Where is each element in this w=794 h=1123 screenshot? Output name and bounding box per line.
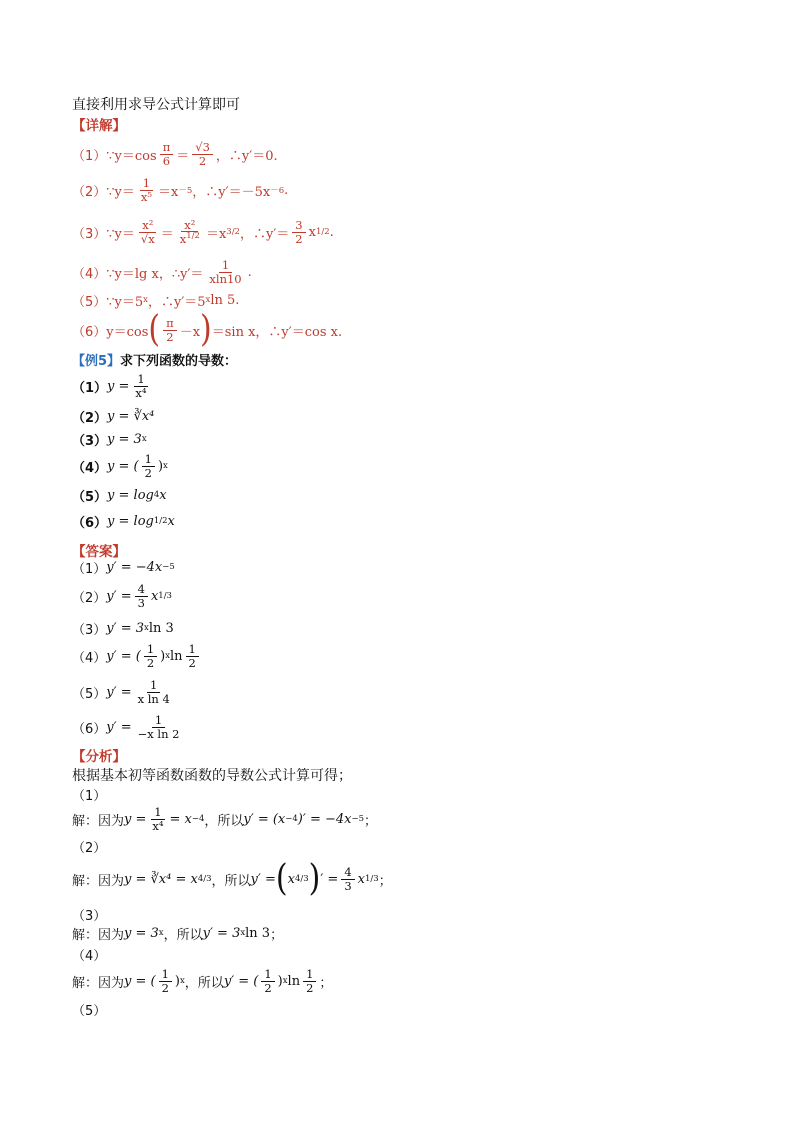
example-item-4: （4） y = ( $\frac{1}{2}$ ) x	[72, 452, 168, 480]
analysis-solution-4: 解：因为 y = ( $\frac{1}{2}$ ) x ，所以 y′ = ( $\frac{1}{2}$ ) x ln $\frac{1}{2}$ ；	[72, 967, 333, 995]
analysis-part-1-label: （1）	[72, 789, 107, 804]
intro-line: 直接利用求导公式计算即可	[72, 97, 240, 113]
analysis-solution-1: 解：因为 y = $\frac{1}{\text{x⁴}}$ = x −4 ，所以 y′ = (x −4 )′ = −4x −5 ；	[72, 805, 378, 833]
analysis-solution-3: 解：因为 y = 3 x ，所以 y′ = 3 x ln 3 ；	[72, 925, 284, 943]
detail-line-6: （6） y＝cos ( $\frac{\pi}{2}$ －x ) ＝sin x，∴y′＝cos x.	[72, 308, 343, 351]
example-item-2: （2） y = ∛x⁴	[72, 408, 155, 426]
analysis-solution-2: 解：因为 y = ∛x⁴ = x 4/3 ，所以 y′ = ( x 4/3 ) ′ = $\frac{4}{3}$ x 1/3 ；	[72, 857, 392, 900]
answer-4: （4） y′ = ( $\frac{1}{2}$ ) x ln $\frac{1}{2}$	[72, 640, 202, 672]
fraction: $\frac{√3}{2}$	[192, 141, 213, 166]
analysis-part-2-label: （2）	[72, 841, 107, 856]
detail-line-3: （3） ∵y＝ $\frac{\text{x²}}{√x}$ ＝ $\frac{\text{x²}}{x^{1/2}}$ ＝x 3/2 ，∴y′＝ $\frac{3}{2}$ x 1/2 .	[72, 218, 334, 246]
example-item-3: （3） y = 3 x	[72, 431, 147, 449]
answer-3: （3） y′ = 3 x ln 3	[72, 620, 174, 638]
detail-line-4: （4） ∵y＝lg x，∴y′＝ $\frac{1}{xln10}$ .	[72, 258, 252, 286]
section-detail-heading: 【详解】	[72, 118, 126, 134]
example-item-6: （6） y = log 1/2 x	[72, 513, 175, 531]
detail-line-5: （5） ∵y＝5 x ，∴y′＝5 x ln 5.	[72, 292, 240, 310]
analysis-intro: 根据基本初等函数函数的导数公式计算可得；	[72, 768, 352, 784]
fraction: $\frac{\pi}{6}$	[160, 141, 174, 166]
answer-6: （6） y′ = $\frac{1}{\text{−x ln 2}}$	[72, 713, 180, 741]
answer-2: （2） y′ = $\frac{4}{3}$ x 1/3	[72, 582, 172, 610]
analysis-part-3-label: （3）	[72, 909, 107, 924]
answer-1: （1） y′ = −4x −5	[72, 559, 175, 577]
detail-line-1: （1） ∵y＝cos $\frac{\pi}{6}$ ＝ $\frac{√3}{2}$ ，∴y′＝0.	[72, 140, 278, 168]
analysis-part-4-label: （4）	[72, 949, 107, 964]
example-item-5: （5） y = log 4 x	[72, 487, 167, 505]
section-analysis-heading: 【分析】	[72, 749, 126, 765]
analysis-part-5-label: （5）	[72, 1004, 107, 1019]
section-answer-heading: 【答案】	[72, 544, 126, 560]
answer-5: （5） y′ = $\frac{1}{\text{x ln 4}}$	[72, 678, 170, 706]
detail-line-2: （2） ∵y＝ $\frac{1}{\text{x⁵}}$ ＝x －5 ，∴y′＝－5x －6 .	[72, 176, 289, 204]
example-heading: 【例5】 求下列函数的导数：	[72, 354, 238, 369]
example-item-1: （1） y = $\frac{1}{\text{x⁴}}$	[72, 372, 147, 400]
